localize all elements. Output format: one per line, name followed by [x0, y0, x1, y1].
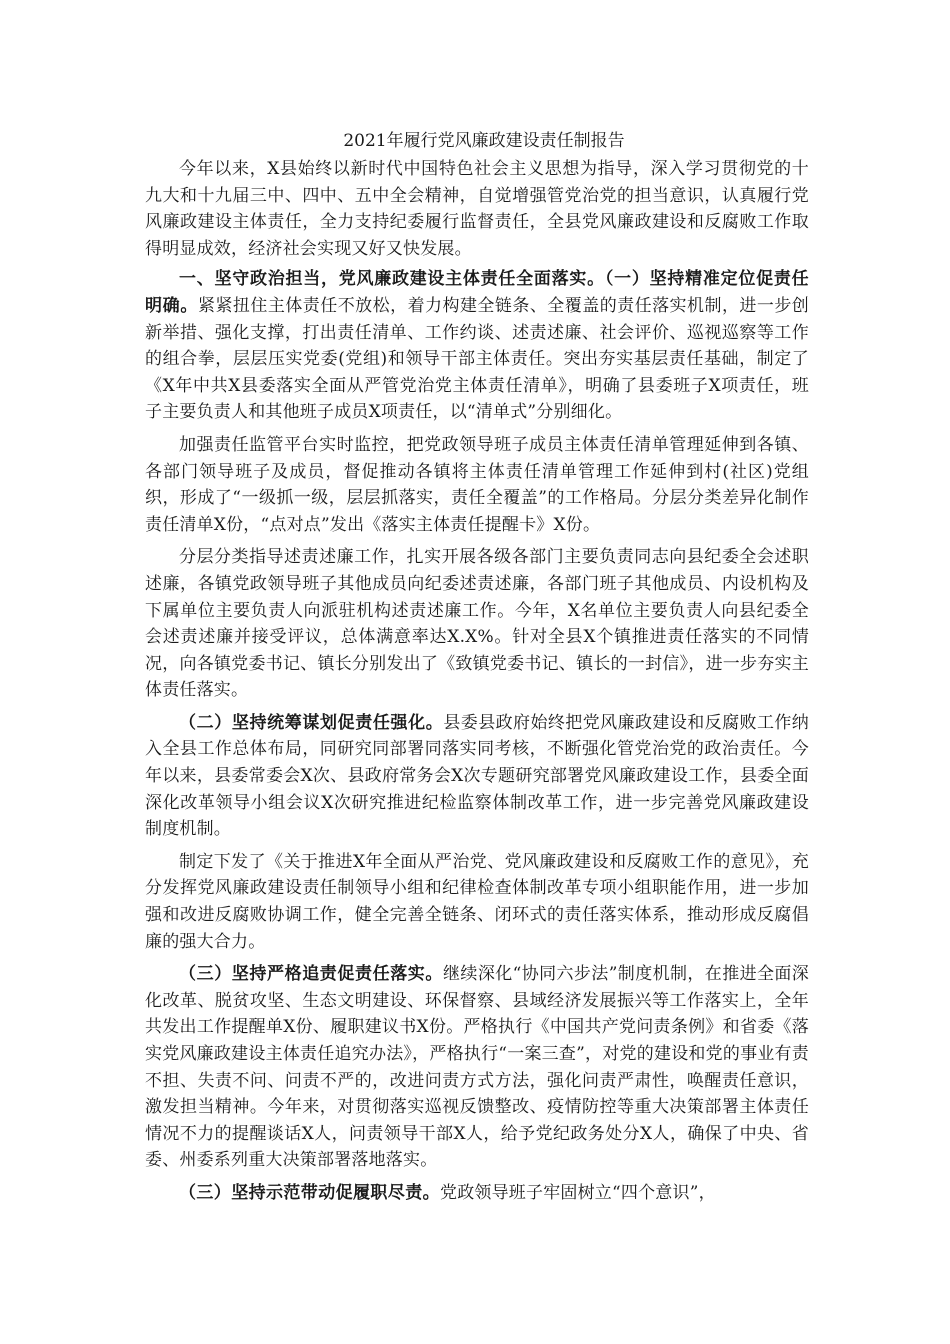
paragraph-text: 今年以来，X县始终以新时代中国特色社会主义思想为指导，深入学习贯彻党的十九大和十九届三中、四中、五中全会精神，自觉增强管党治党的担当意识，认真履行党风廉政建设主体责任，全力支持纪委履行监督责任，全县党风廉政建设和反腐败工作取得明显成效，经济社会实现又好又快发展。 [145, 159, 809, 259]
paragraph-monitoring [145, 432, 809, 538]
paragraph-text: 党政领导班子牢固树立“四个意识”， [440, 1182, 716, 1203]
paragraph-text: 分层分类指导述责述廉工作，扎实开展各级各部门主要负责同志向县纪委全会述职述廉，各镇党政领导班子其他成员向纪委述责述廉，各部门班子其他成员、内设机构及下属单位主要负责人向派驻机构述责述廉工作。今年，X名单位主要负责人向县纪委全会述责述廉并接受评议，总体满意率达X.X%。针对全县X个镇推进责任落实的不同情况，向各镇党委书记、镇长分别发出了《致镇党委书记、镇长的一封信》，进一步夯实主体责任落实。 [145, 547, 809, 701]
paragraph-subsection-4 [145, 1180, 809, 1207]
paragraph-text: 县委县政府始终把党风廉政建设和反腐败工作纳入全县工作总体布局，同研究同部署同落实同考核，不断强化管党治党的政治责任。今年以来，县委常委会X次、县政府常务会X次专题研究部署党风廉政建设工作，县委全面深化改革领导小组会议X次研究推进纪检监察体制改革工作，进一步完善党风廉政建设制度机制。 [145, 712, 809, 840]
paragraph-text: 继续深化“协同六步法”制度机制，在推进全面深化改革、脱贫攻坚、生态文明建设、环保督察、县域经济发展振兴等工作落实上，全年共发出工作提醒单X份、履职建议书X份。严格执行《中国共产党问责条例》和省委《落实党风廉政建设主体责任追究办法》，严格执行“一案三查”，对党的建设和党的事业有责不担、失责不问、问责不严的，改进问责方式方法，强化问责严肃性，唤醒责任意识，激发担当精神。今年来，对贯彻落实巡视反馈整改、疫情防控等重大决策部署主体责任情况不力的提醒谈话X人，问责领导干部X人，给予党纪政务处分X人，确保了中央、省委、州委系列重大决策部署落地落实。 [145, 964, 810, 1171]
paragraph-text: 加强责任监管平台实时监控，把党政领导班子成员主体责任清单管理延伸到各镇、各部门领导班子及成员，督促推动各镇将主体责任清单管理工作延伸到村(社区)党组织，形成了“一级抓一级，层层抓落实，责任全覆盖”的工作格局。分层分类差异化制作责任清单X份，“点对点”发出《落实主体责任提醒卡》X份。 [145, 434, 809, 535]
document-title: 2021年履行党风廉政建设责任制报告 [343, 131, 625, 151]
paragraph-subsection-3 [145, 961, 809, 1174]
paragraph-heading: （二）坚持统筹谋划促责任强化。 [179, 712, 444, 733]
paragraph-intro [145, 156, 809, 262]
paragraph-heading: （三）坚持严格追责促责任落实。 [179, 964, 444, 985]
paragraph-section-1 [145, 266, 809, 426]
paragraph-text: 紧紧扭住主体责任不放松，着力构建全链条、全覆盖的责任落实机制，进一步创新举措、强化支撑，打出责任清单、工作约谈、述责述廉、社会评价、巡视巡察等工作的组合拳，层层压实党委(党组)和领导干部主体责任。突出夯实基层责任基础，制定了《X年中共X县委落实全面从严管党治党主体责任清单》，明确了县委班子X项责任，班子主要负责人和其他班子成员X项责任，以“清单式”分别细化。 [145, 295, 810, 423]
paragraph-reporting [145, 544, 809, 704]
paragraph-opinion [145, 849, 809, 955]
paragraph-heading: （三）坚持示范带动促履职尽责。 [179, 1182, 440, 1203]
paragraph-heading: 一、坚守政治担当，党风廉政建设主体责任全面落实。（一）坚持精准定位促责任明确。 [145, 269, 809, 316]
paragraph-subsection-2 [145, 710, 809, 843]
paragraph-text: 制定下发了《关于推进X年全面从严治党、党风廉政建设和反腐败工作的意见》，充分发挥党风廉政建设责任制领导小组和纪律检查体制改革专项小组职能作用，进一步加强和改进反腐败协调工作，健全完善全链条、闭环式的责任落实体系，推动形成反腐倡廉的强大合力。 [145, 851, 809, 952]
document-page [145, 126, 809, 1213]
